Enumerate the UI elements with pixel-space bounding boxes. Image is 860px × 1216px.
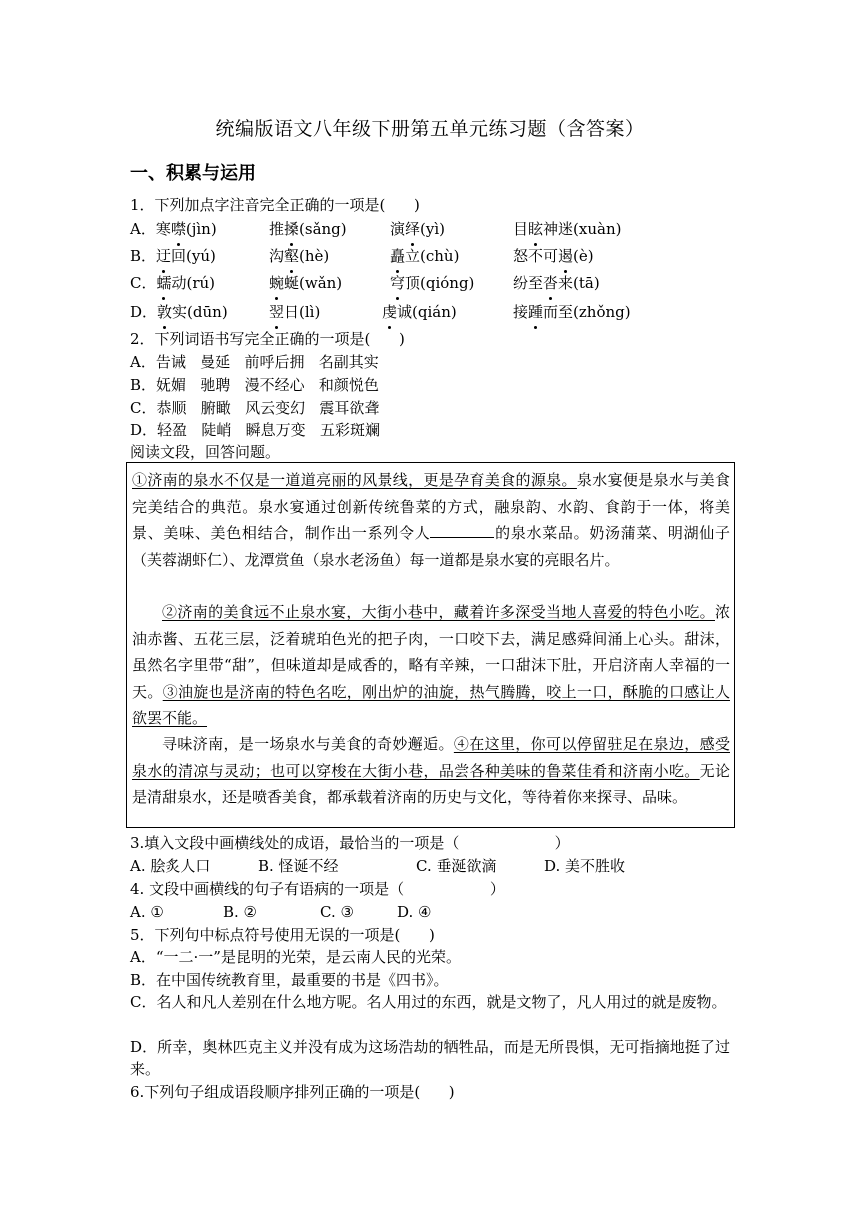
q5-option-d: D．所幸，奥林匹克主义并没有成为这场浩劫的牺牲品，而是无所畏惧，无可指摘地挺了过来。 (130, 1038, 730, 1078)
q2-stem: 2．下列词语书写完全正确的一项是( ) (130, 330, 405, 348)
q3-option-c: C. 垂涎欲滴 (416, 857, 497, 875)
q1-option-d-4: 接踵而至(zhǒng) (513, 303, 631, 321)
underlined-sentence-3: ③油旋也是济南的特色名吃，刚出炉的油旋，热气腾腾，咬上一口，酥脆的口感让人欲罢不能。 (132, 682, 730, 727)
q1-option-c-2: 蜿蜒(wǎn) (269, 274, 343, 292)
underlined-sentence-2: ②济南的美食远不止泉水宴，大街小巷中，藏着许多深受当地人喜爱的特色小吃。 (162, 603, 715, 621)
underlined-sentence-1: ①济南的泉水不仅是一道道亮丽的风景线，更是孕育美食的源泉。 (132, 471, 577, 489)
q1-option-a-3: 演绎(yì) (390, 220, 446, 238)
q1-option-a-4: 目眩神迷(xuàn) (513, 220, 622, 238)
q1-option-c-3: 穹顶(qióng) (390, 274, 475, 292)
passage-paragraph-3: 寻味济南，是一场泉水与美食的奇妙邂逅。④在这里，你可以停留驻足在泉边，感受泉水的清凉与灵动；也可以穿梭在大街小巷，品尝各种美味的鲁菜佳肴和济南小吃。无论是清甜泉水，还是喷香美食，都承载着济南的历史与文化，等待着你来探寻、品味。 (132, 735, 730, 806)
fill-blank (430, 523, 494, 538)
q1-stem: 1．下列加点字注音完全正确的一项是( ) (130, 196, 420, 214)
q5-option-b: B．在中国传统教育里，最重要的书是《四书》。 (130, 971, 449, 989)
q4-option-c: C. ③ (320, 903, 354, 921)
q2-option-b: B．妩媚 驰聘 漫不经心 和颜悦色 (130, 376, 379, 394)
q2-option-a: A．告诫 曼延 前呼后拥 名副其实 (130, 353, 379, 371)
q1-option-c: C．蠕动(rú) (130, 274, 216, 292)
q5-option-a: A．“一二·一”是昆明的光荣，是云南人民的光荣。 (130, 948, 461, 966)
reading-intro: 阅读文段，回答问题。 (130, 443, 281, 461)
q1-option-d-3: 虔诚(qián) (382, 303, 457, 321)
q3-option-b: B. 怪诞不经 (258, 857, 339, 875)
q6-stem: 6.下列句子组成语段顺序排列正确的一项是( ) (130, 1083, 455, 1101)
q1-option-b-2: 沟壑(hè) (269, 247, 330, 265)
q2-option-d: D．轻盈 陡峭 瞬息万变 五彩斑斓 (130, 421, 380, 439)
passage-paragraph-2: ②济南的美食远不止泉水宴，大街小巷中，藏着许多深受当地人喜爱的特色小吃。浓油赤酱、五花三层，泛着琥珀色光的把子肉，一口咬下去，满足感舜间涌上心头。甜沫，虽然名字里带“甜”，但味道却是咸香的，略有辛辣，一口甜沫下肚，开启济南人幸福的一天。③油旋也是济南的特色名吃，刚出炉的油旋，热气腾腾，咬上一口，酥脆的口感让人欲罢不能。 (132, 603, 730, 727)
q5-option-c: C．名人和凡人差别在什么地方呢。名人用过的东西，就是文物了，凡人用过的就是废物。 (130, 993, 727, 1011)
q1-option-a: A．寒噤(jìn) (130, 220, 217, 238)
q5-stem: 5．下列句中标点符号使用无误的一项是( ) (130, 926, 435, 944)
passage-paragraph-1: ①济南的泉水不仅是一道道亮丽的风景线，更是孕育美食的源泉。泉水宴便是泉水与美食完美结合的典范。泉水宴通过创新传统鲁菜的方式，融泉韵、水韵、食韵于一体，将美景、美味、美色相结合，制作出一系列令人 的泉水菜品。奶汤蒲菜、明湖仙子（芙蓉湖虾仁）、龙潭赏鱼（泉水老汤鱼）每一道都是泉水宴的亮眼名片。 (132, 471, 730, 569)
q1-option-c-4: 纷至沓来(tā) (513, 274, 600, 292)
q3-option-a: A. 脍炙人口 (130, 857, 211, 875)
q1-option-a-2: 推搡(sǎng) (269, 220, 347, 238)
q1-option-d-2: 翌日(lì) (269, 303, 321, 321)
document-title: 统编版语文八年级下册第五单元练习题（含答案） (215, 118, 645, 140)
q4-option-b: B. ② (223, 903, 258, 921)
q4-option-a: A. ① (130, 903, 164, 921)
section-heading: 一、积累与运用 (130, 163, 256, 184)
q4-stem: 4. 文段中画横线的句子有语病的一项是（ ） (130, 880, 505, 898)
q4-option-d: D. ④ (397, 903, 432, 921)
q1-option-b-4: 怒不可遏(è) (513, 247, 594, 265)
underlined-sentence-4: ④在这里，你可以停留驻足在泉边，感受泉水的清凉与灵动；也可以穿梭在大街小巷，品尝各种美味的鲁菜佳肴和济南小吃。 (132, 735, 730, 780)
q1-option-d: D．敦实(dūn) (130, 303, 228, 321)
q1-option-b-3: 矗立(chù) (390, 247, 460, 265)
q3-stem: 3.填入文段中画横线处的成语，最恰当的一项是（ ） (130, 834, 570, 852)
q2-option-c: C．恭顺 腑瞰 风云变幻 震耳欲聋 (130, 399, 380, 417)
q1-option-b: B．迂回(yú) (130, 247, 216, 265)
q3-option-d: D. 美不胜收 (544, 857, 626, 875)
